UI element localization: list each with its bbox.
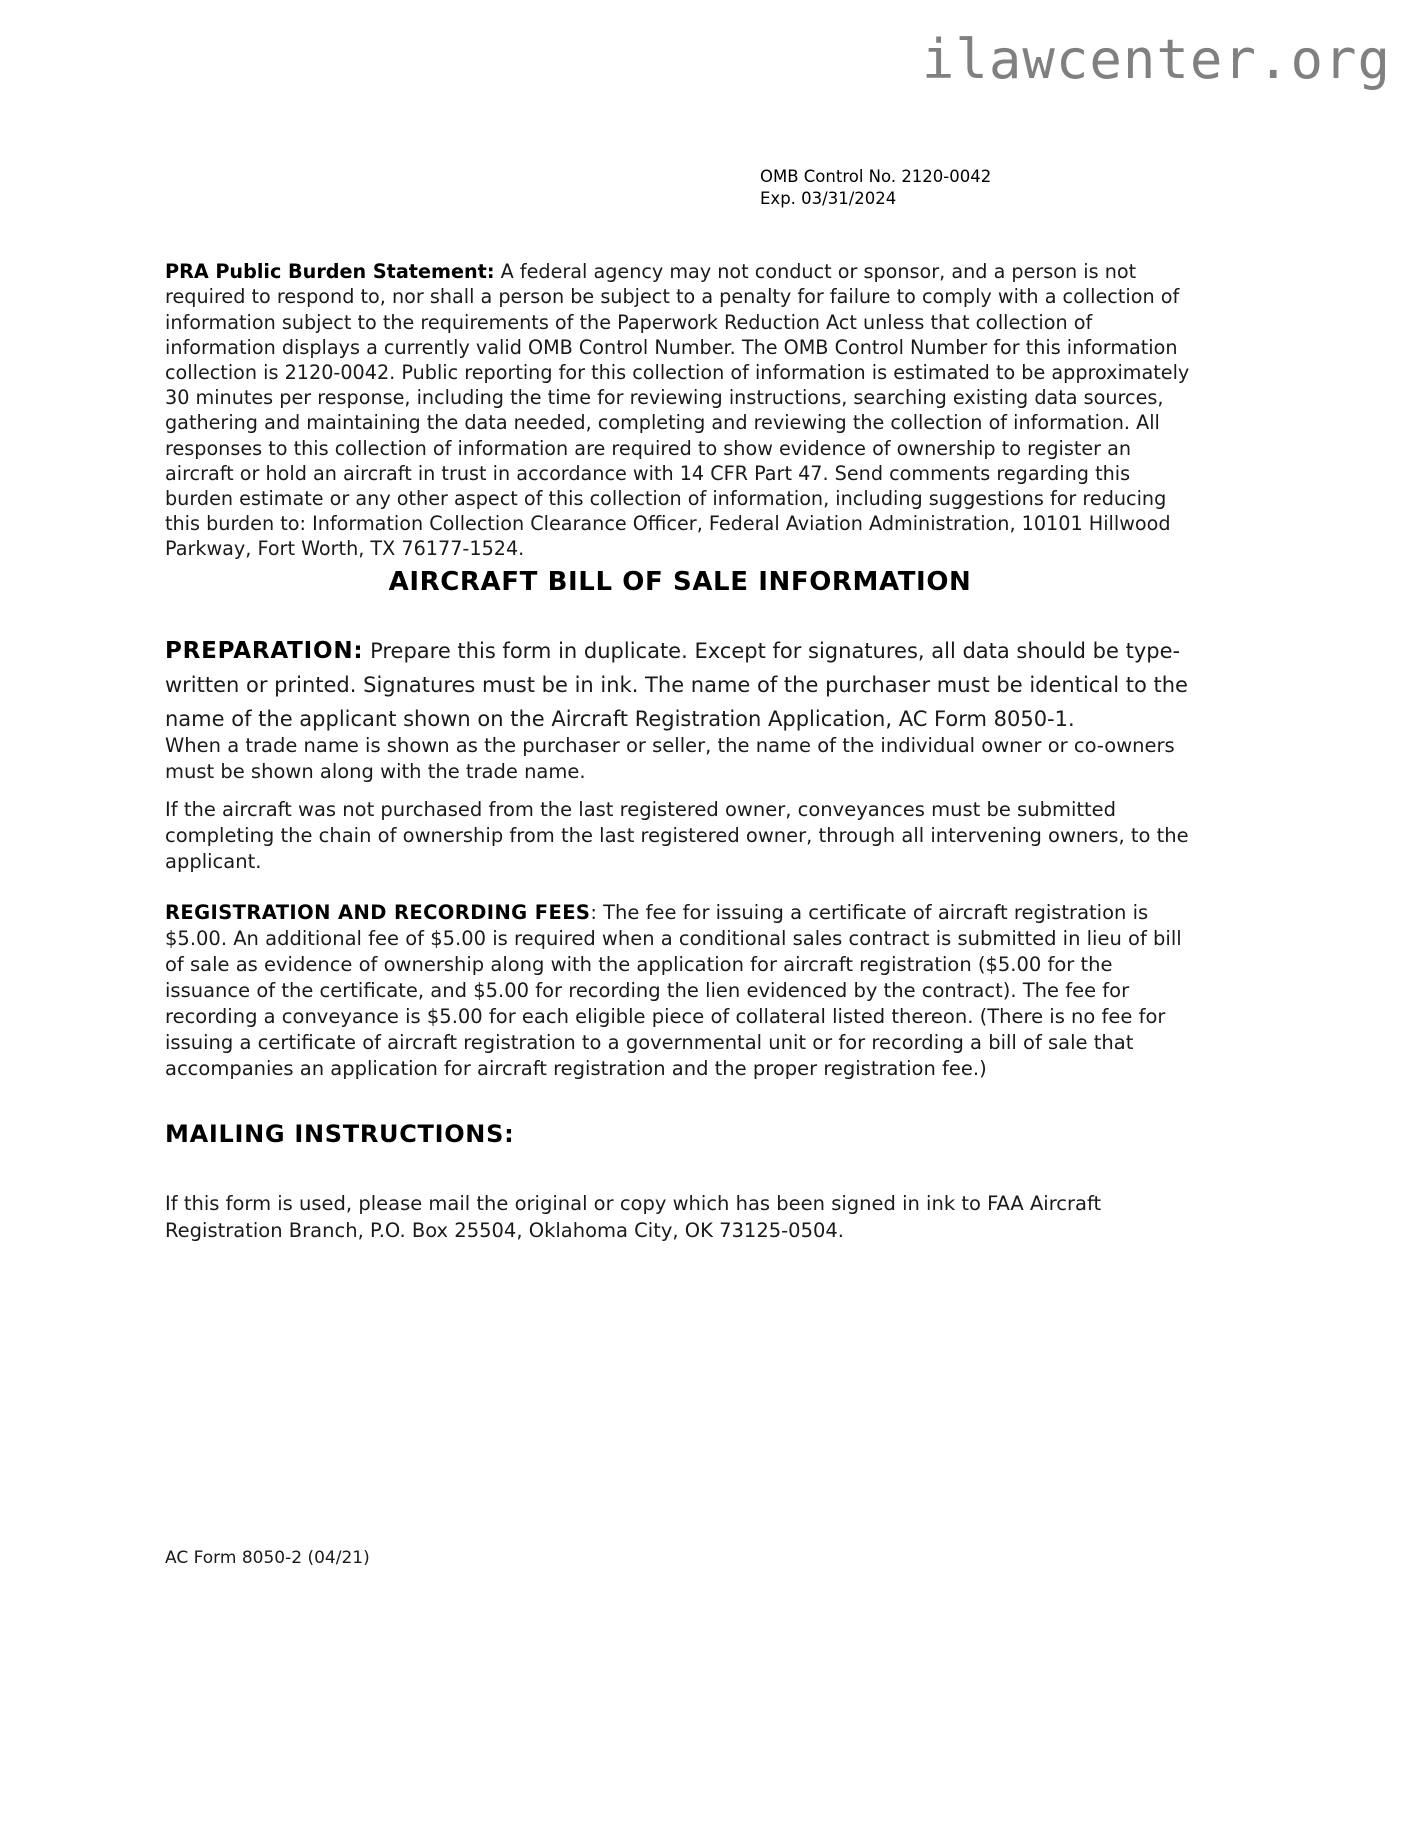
pra-public-burden-statement <box>165 259 1195 561</box>
preparation-paragraph-3: If the aircraft was not purchased from the last registered owner, conveyances must be submitted completing the chain of ownership from the last registered owner, through all intervening owners, to the applicant. <box>165 797 1189 873</box>
fees-body: : The fee for issuing a certificate of aircraft registration is $5.00. An additional fee of $5.00 is required when a conditional sales contract is submitted in lieu of bill of sale as evidence of ownership along with the application for aircraft registration ($5.00 for the issuance of the certificate, and $5.00 for recording the lien evidenced by the contract). The fee for recording a conveyance is $5.00 for each eligible piece of collateral listed thereon. (There is no fee for issuing a certificate of aircraft registration to a governmental unit or for recording a bill of sale that accompanies an application for aircraft registration and the proper registration fee.) <box>165 900 1182 1080</box>
form-number-footer: AC Form 8050-2 (04/21) <box>165 1548 370 1568</box>
preparation-paragraph-2: When a trade name is shown as the purchaser or seller, the name of the individual owner or co-owners must be shown along with the trade name. <box>165 733 1175 783</box>
registration-recording-fees-section <box>165 900 1200 1082</box>
fees-label: REGISTRATION AND RECORDING FEES <box>165 900 591 924</box>
pra-label: PRA Public Burden Statement: <box>165 260 495 284</box>
preparation-label: PREPARATION: <box>165 638 364 664</box>
pra-body: A federal agency may not conduct or sponsor, and a person is not required to respond to, nor shall a person be subject to a penalty for failure to comply with a collection of information subject to the requirements of the Paperwork Reduction Act unless that collection of information displays a currently valid OMB Control Number. The OMB Control Number for this information collection is 2120-0042. Public reporting for this collection of information is estimated to be approximately 30 minutes per response, including the time for reviewing instructions, searching existing data sources, gathering and maintaining the data needed, completing and reviewing the collection of information. All responses to this collection of information are required to show evidence of ownership to register an aircraft or hold an aircraft in trust in accordance with 14 CFR Part 47. Send comments regarding this burden estimate or any other aspect of this collection of information, including suggestions for reducing this burden to: Information Collection Clearance Officer, Federal Aviation Administration, 10101 Hillwood Parkway, Fort Worth, TX 76177-1524. <box>165 260 1190 561</box>
mailing-instructions-heading: MAILING INSTRUCTIONS: <box>165 1119 515 1148</box>
omb-expiration-date: Exp. 03/31/2024 <box>760 189 897 209</box>
omb-control-number: OMB Control No. 2120-0042 <box>760 167 992 186</box>
preparation-section <box>165 634 1195 736</box>
omb-control-block <box>760 166 991 211</box>
mailing-instructions-body: If this form is used, please mail the original or copy which has been signed in ink to FAA Aircraft Registration Branch, P.O. Box 25504, Oklahoma City, OK 73125-0504. <box>165 1191 1102 1242</box>
site-watermark: ilawcenter.org <box>921 28 1391 91</box>
preparation-intro: Prepare this form in duplicate. Except for signatures, all data should be type-written or printed. Signatures must be in ink. The name of the purchaser must be identical to the name of the applicant shown on the Aircraft Registration Application, AC Form 8050-1. <box>165 639 1188 731</box>
page-title: AIRCRAFT BILL OF SALE INFORMATION <box>388 567 972 598</box>
